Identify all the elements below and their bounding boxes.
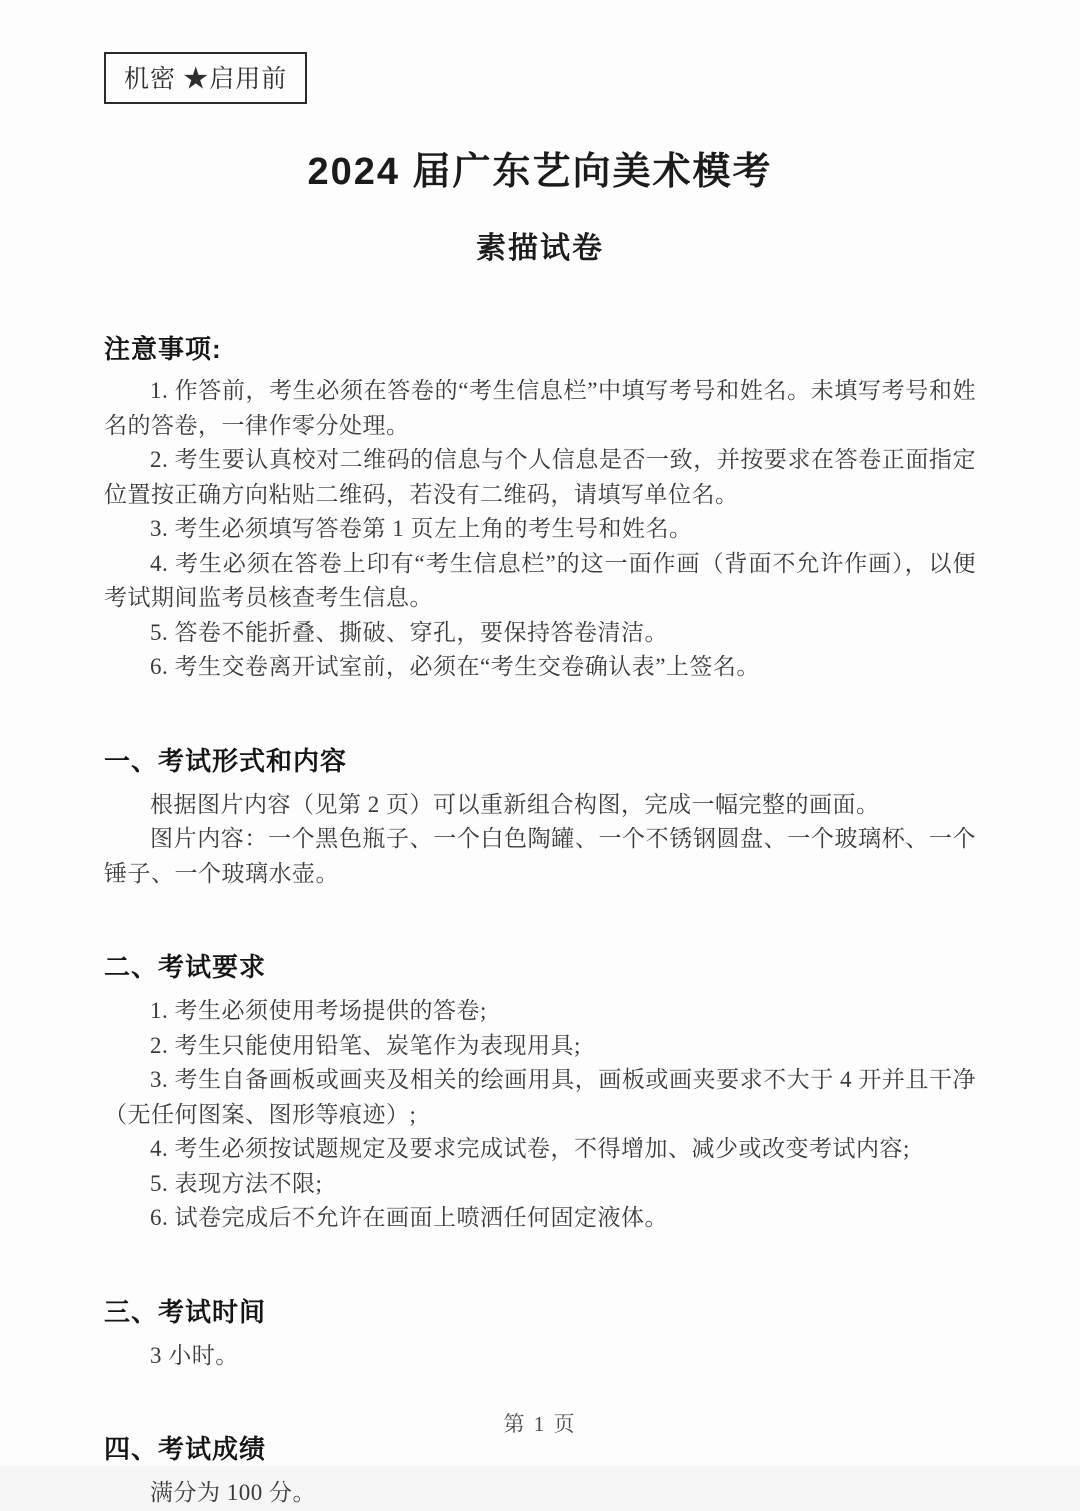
section-heading: 四、考试成绩 bbox=[104, 1434, 267, 1464]
section-exam-time bbox=[104, 1292, 976, 1374]
requirement-item: 1. 考生必须使用考场提供的答卷; bbox=[150, 998, 487, 1023]
notice-item: 5. 答卷不能折叠、撕破、穿孔，要保持答卷清洁。 bbox=[150, 619, 668, 645]
document-body bbox=[0, 329, 1080, 1511]
section-exam-format bbox=[104, 741, 976, 892]
notice-heading: 注意事项: bbox=[104, 334, 222, 364]
section-body bbox=[104, 788, 976, 892]
section-heading: 三、考试时间 bbox=[104, 1296, 267, 1327]
notice-item: 2. 考生要认真校对二维码的信息与个人信息是否一致，并按要求在答卷正面指定位置按正确方向粘贴二维码，若没有二维码，请填写单位名。 bbox=[104, 447, 976, 507]
requirement-item: 4. 考生必须按试题规定及要求完成试卷，不得增加、减少或改变考试内容; bbox=[150, 1136, 910, 1161]
section-paragraph: 图片内容：一个黑色瓶子、一个白色陶罐、一个不锈钢圆盘、一个玻璃杯、一个锤子、一个玻璃水壶。 bbox=[104, 826, 976, 886]
section-body bbox=[104, 1476, 976, 1511]
section-exam-requirements bbox=[104, 947, 976, 1236]
section-heading: 二、考试要求 bbox=[104, 952, 267, 982]
requirement-item: 6. 试卷完成后不允许在画面上喷洒任何固定液体。 bbox=[150, 1205, 668, 1230]
requirement-item: 5. 表现方法不限; bbox=[150, 1170, 323, 1196]
section-body bbox=[104, 1339, 976, 1374]
notice-item: 6. 考生交卷离开试室前，必须在“考生交卷确认表”上签名。 bbox=[150, 654, 760, 679]
notice-item: 4. 考生必须在答卷上印有“考生信息栏”的这一面作画（背面不允许作画），以便考试期间监考员核查考生信息。 bbox=[104, 550, 976, 610]
notice-item: 1. 作答前，考生必须在答卷的“考生信息栏”中填写考号和姓名。未填写考号和姓名的答卷，一律作零分处理。 bbox=[104, 378, 976, 438]
section-paragraph: 满分为 100 分。 bbox=[150, 1480, 316, 1505]
section-paragraph: 根据图片内容（见第 2 页）可以重新组合构图，完成一幅完整的画面。 bbox=[150, 791, 880, 817]
section-body bbox=[104, 994, 976, 1236]
notice-list bbox=[104, 374, 976, 685]
requirement-item: 2. 考生只能使用铅笔、炭笔作为表现用具; bbox=[150, 1032, 581, 1058]
confidential-stamp: 机密 ★启用前 bbox=[104, 52, 307, 104]
section-paragraph: 3 小时。 bbox=[150, 1342, 239, 1368]
section-heading: 一、考试形式和内容 bbox=[104, 745, 348, 776]
section-exam-score bbox=[104, 1429, 976, 1511]
page-subtitle: 素描试卷 bbox=[476, 232, 604, 265]
notice-item: 3. 考生必须填写答卷第 1 页左上角的考生号和姓名。 bbox=[150, 516, 693, 541]
requirement-item: 3. 考生自备画板或画夹及相关的绘画用具，画板或画夹要求不大于 4 开并且干净（无任何图案、图形等痕迹）; bbox=[104, 1067, 976, 1127]
page-title: 2024 届广东艺向美术模考 bbox=[307, 151, 773, 193]
page-number: 第 1 页 bbox=[503, 1412, 577, 1436]
